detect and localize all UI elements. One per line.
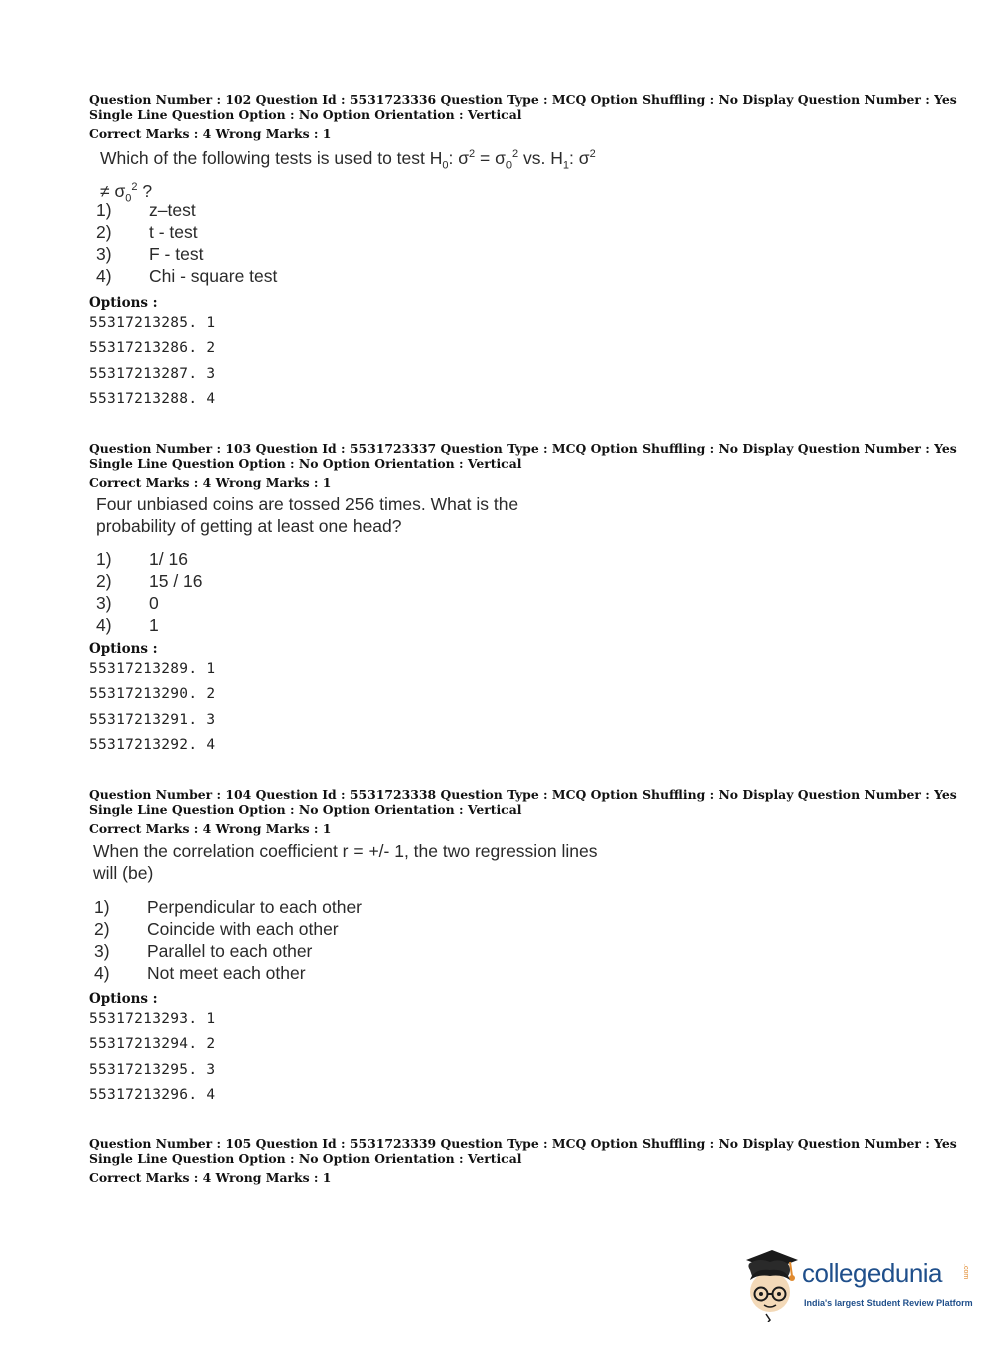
option-id-list: [89, 1007, 215, 1108]
question-meta: [89, 441, 957, 471]
choice-number: 3): [96, 244, 112, 264]
question-meta: [89, 1136, 957, 1166]
question-meta-line: Question Number : 104 Question Id : 5531723338 Question Type : MCQ Option Shuffling : No Display Question Number : Yes: [89, 787, 957, 802]
choice-item: [96, 199, 396, 221]
choice-number: 4): [94, 963, 110, 983]
option-id: 55317213293. 1: [89, 1011, 216, 1027]
choice-number: 2): [96, 571, 112, 591]
choice-number: 1): [96, 200, 112, 220]
choice-text: 1: [149, 615, 159, 635]
choice-item: [96, 221, 396, 243]
option-id: 55317213285. 1: [89, 315, 216, 331]
mascot-icon: [742, 1250, 800, 1322]
option-id: 55317213289. 1: [89, 661, 216, 677]
choice-text: Coincide with each other: [147, 919, 339, 939]
option-id: 55317213290. 2: [89, 686, 216, 703]
question-marks: Correct Marks : 4 Wrong Marks : 1: [89, 1170, 332, 1185]
question-meta-line: Question Number : 102 Question Id : 5531723336 Question Type : MCQ Option Shuffling : No Display Question Number : Yes: [89, 92, 957, 107]
question-meta: [89, 787, 957, 817]
choice-text: Chi - square test: [149, 266, 278, 286]
choice-number: 3): [96, 593, 112, 613]
choice-text: 15 / 16: [149, 571, 203, 591]
question-meta-line: Single Line Question Option : No Option Orientation : Vertical: [89, 1151, 522, 1166]
option-id-list: [89, 311, 215, 412]
question-meta-line: Question Number : 103 Question Id : 5531723337 Question Type : MCQ Option Shuffling : No Display Question Number : Yes: [89, 441, 957, 456]
choice-number: 4): [96, 266, 112, 286]
choice-item: [94, 940, 414, 962]
option-id: 55317213288. 4: [89, 390, 216, 407]
choice-number: 1): [94, 897, 110, 917]
choice-list: [94, 896, 414, 984]
question-stem: Four unbiased coins are tossed 256 times. What is the probability of getting at least one head?: [96, 494, 519, 536]
choice-text: Parallel to each other: [147, 941, 313, 961]
question-meta-line: Single Line Question Option : No Option Orientation : Vertical: [89, 456, 522, 471]
logo-tagline: India's largest Student Review Platform: [804, 1298, 973, 1308]
choice-item: [96, 548, 396, 570]
question-marks: Correct Marks : 4 Wrong Marks : 1: [89, 126, 332, 141]
choice-number: 4): [96, 615, 112, 635]
choice-item: [94, 918, 414, 940]
choice-list: [96, 199, 396, 287]
collegedunia-logo: [742, 1250, 972, 1322]
choice-text: 0: [149, 593, 159, 613]
choice-number: 2): [96, 222, 112, 242]
choice-item: [96, 570, 396, 592]
choice-item: [96, 243, 396, 265]
option-id: 55317213296. 4: [89, 1086, 216, 1103]
choice-item: [94, 962, 414, 984]
choice-text: Not meet each other: [147, 963, 306, 983]
question-marks: Correct Marks : 4 Wrong Marks : 1: [89, 475, 332, 490]
logo-wordmark: collegedunia: [802, 1258, 943, 1288]
option-id: 55317213292. 4: [89, 736, 216, 753]
choice-number: 3): [94, 941, 110, 961]
question-stem: When the correlation coefficient r = +/- 1, the two regression lines will (be): [93, 841, 598, 883]
choice-text: 1/ 16: [149, 549, 188, 569]
question-marks: Correct Marks : 4 Wrong Marks : 1: [89, 821, 332, 836]
choice-item: [96, 592, 396, 614]
choice-text: Perpendicular to each other: [147, 897, 362, 917]
choice-list: [96, 548, 396, 636]
question-stem: Which of the following tests is used to test $H_0$: $\sigma^2 = \sigma_0^2$ vs. $H_1$: $\sigma^2$ ≠ $\sigma_0^2$ ?: [100, 147, 596, 205]
option-id: 55317213295. 3: [89, 1061, 216, 1078]
option-id: 55317213294. 2: [89, 1036, 216, 1053]
logo-domain: .com: [962, 1264, 969, 1280]
question-meta-line: Single Line Question Option : No Option Orientation : Vertical: [89, 107, 522, 122]
choice-text: F - test: [149, 244, 204, 264]
options-label: Options :: [89, 991, 158, 1007]
choice-item: [96, 265, 396, 287]
question-meta: [89, 92, 957, 122]
choice-number: 2): [94, 919, 110, 939]
choice-text: z–test: [149, 200, 196, 220]
choice-number: 1): [96, 549, 112, 569]
option-id-list: [89, 657, 215, 758]
option-id: 55317213286. 2: [89, 340, 216, 357]
choice-item: [94, 896, 414, 918]
question-meta-line: Single Line Question Option : No Option Orientation : Vertical: [89, 802, 522, 817]
option-id: 55317213287. 3: [89, 365, 216, 382]
question-meta-line: Question Number : 105 Question Id : 5531723339 Question Type : MCQ Option Shuffling : No Display Question Number : Yes: [89, 1136, 957, 1151]
choice-text: t - test: [149, 222, 198, 242]
options-label: Options :: [89, 641, 158, 657]
choice-item: [96, 614, 396, 636]
options-label: Options :: [89, 295, 158, 311]
option-id: 55317213291. 3: [89, 711, 216, 728]
